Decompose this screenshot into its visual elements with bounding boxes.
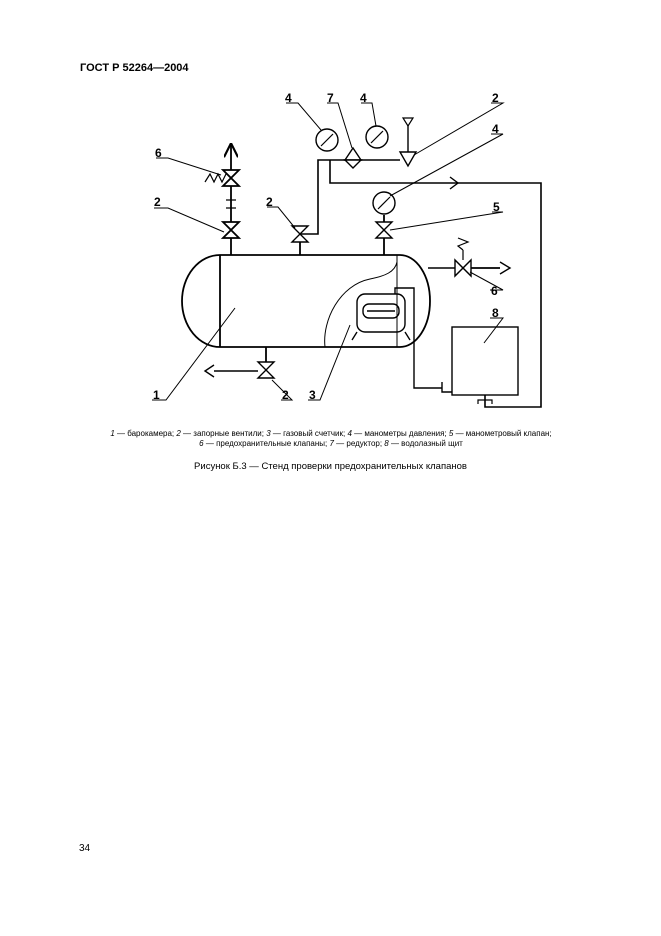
legend-text: — барокамера; bbox=[114, 429, 177, 438]
legend-num: 2 bbox=[176, 429, 181, 438]
label-gauge-left: 4 bbox=[285, 91, 292, 105]
label-valve-left: 2 bbox=[154, 195, 161, 209]
legend-num: 7 bbox=[329, 439, 334, 448]
legend-num: 8 bbox=[384, 439, 389, 448]
label-gauge-right: 4 bbox=[360, 91, 367, 105]
label-valve-top: 2 bbox=[266, 195, 273, 209]
label-reducer: 7 bbox=[327, 91, 334, 105]
diving-panel bbox=[452, 327, 518, 395]
label-valve-right-top: 2 bbox=[492, 91, 499, 105]
legend-text: — редуктор; bbox=[333, 439, 385, 448]
legend-num: 4 bbox=[347, 429, 352, 438]
legend-text: — запорные вентили; bbox=[180, 429, 267, 438]
label-valve-bottom: 2 bbox=[282, 388, 289, 402]
label-panel: 8 bbox=[492, 306, 499, 320]
page-number: 34 bbox=[79, 843, 91, 854]
legend-num: 1 bbox=[110, 429, 115, 438]
legend-text: — газовый счетчик; bbox=[270, 429, 348, 438]
document-header: ГОСТ Р 52264—2004 bbox=[80, 62, 189, 74]
label-safety-valve-left: 6 bbox=[155, 146, 162, 160]
figure-caption: Рисунок Б.3 — Стенд проверки предохранительных клапанов bbox=[194, 461, 467, 472]
legend-text: — манометры давления; bbox=[351, 429, 449, 438]
label-gas-meter: 3 bbox=[309, 388, 316, 402]
label-barochamber: 1 bbox=[153, 388, 160, 402]
label-gauge-valve: 5 bbox=[493, 200, 500, 214]
legend-num: 6 bbox=[199, 439, 204, 448]
legend-num: 3 bbox=[266, 429, 271, 438]
label-safety-valve-right: 6 bbox=[491, 284, 498, 298]
legend-line-2 bbox=[70, 438, 592, 449]
label-gauge-lower: 4 bbox=[492, 122, 499, 136]
legend-num: 5 bbox=[448, 429, 454, 438]
barochamber bbox=[182, 255, 430, 347]
legend-text: — манометровый клапан; bbox=[453, 429, 552, 438]
legend-text: — предохранительные клапаны; bbox=[203, 439, 330, 448]
legend-text: — водолазный щит bbox=[388, 439, 463, 448]
